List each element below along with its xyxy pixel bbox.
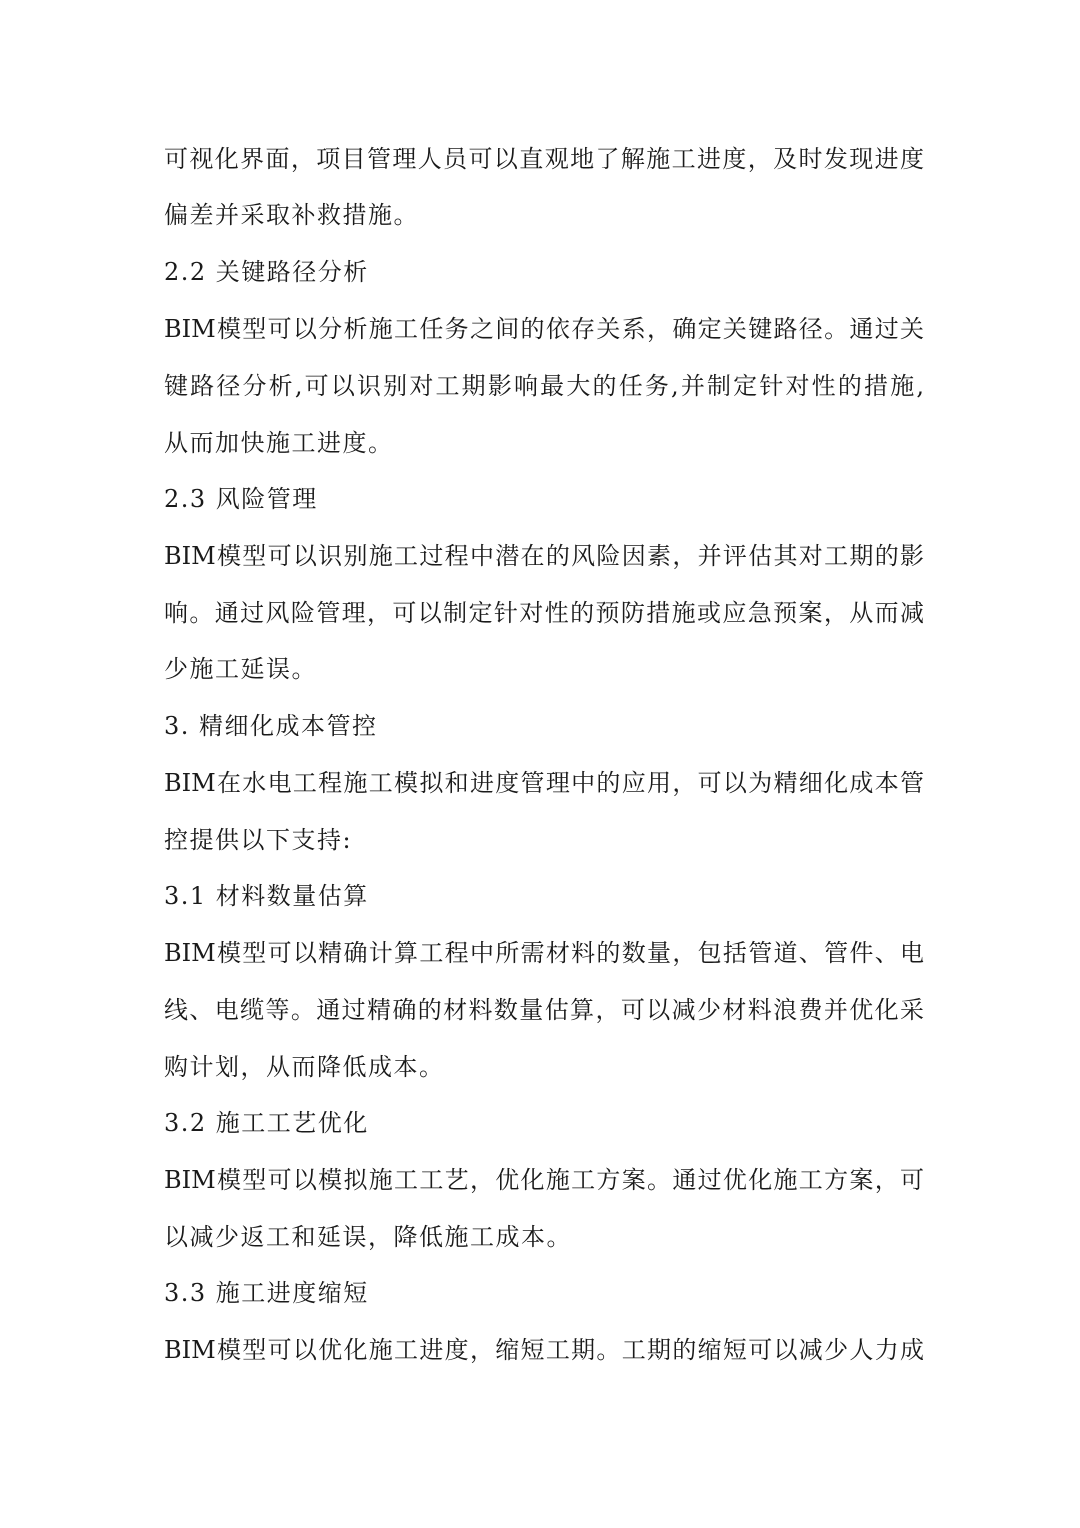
section-heading-3: 3. 精细化成本管控 [164,712,378,740]
body-text-line: 少施工延误。 [164,655,317,683]
body-text-line: 购计划，从而降低成本。 [164,1053,445,1081]
body-text-line: 响。通过风险管理，可以制定针对性的预防措施或应急预案，从而减 [164,599,924,627]
body-text-line: 偏差并采取补救措施。 [164,201,419,229]
body-text-line: 以减少返工和延误，降低施工成本。 [164,1223,572,1251]
body-text-line: BIM模型可以分析施工任务之间的依存关系，确定关键路径。通过关 [164,315,924,343]
body-text-line: BIM在水电工程施工模拟和进度管理中的应用，可以为精细化成本管 [164,769,924,797]
body-text-line: 控提供以下支持: [164,826,353,854]
section-heading-2-2: 2.2 关键路径分析 [164,258,369,286]
body-text-line: BIM模型可以精确计算工程中所需材料的数量，包括管道、管件、电 [164,939,924,967]
body-text-line: BIM模型可以优化施工进度，缩短工期。工期的缩短可以减少人力成 [164,1336,924,1364]
body-text-line: 从而加快施工进度。 [164,429,394,457]
section-heading-3-2: 3.2 施工工艺优化 [164,1109,369,1137]
section-heading-2-3: 2.3 风险管理 [164,485,318,513]
body-text-line: BIM模型可以模拟施工工艺，优化施工方案。通过优化施工方案，可 [164,1166,924,1194]
section-heading-3-1: 3.1 材料数量估算 [164,882,369,910]
body-text-line: 可视化界面，项目管理人员可以直观地了解施工进度，及时发现进度 [164,145,924,173]
body-text-line: 线、电缆等。通过精确的材料数量估算，可以减少材料浪费并优化采 [164,996,924,1024]
body-text-line: 键路径分析,可以识别对工期影响最大的任务,并制定针对性的措施, [164,372,924,400]
body-text-line: BIM模型可以识别施工过程中潜在的风险因素，并评估其对工期的影 [164,542,924,570]
section-heading-3-3: 3.3 施工进度缩短 [164,1279,369,1307]
